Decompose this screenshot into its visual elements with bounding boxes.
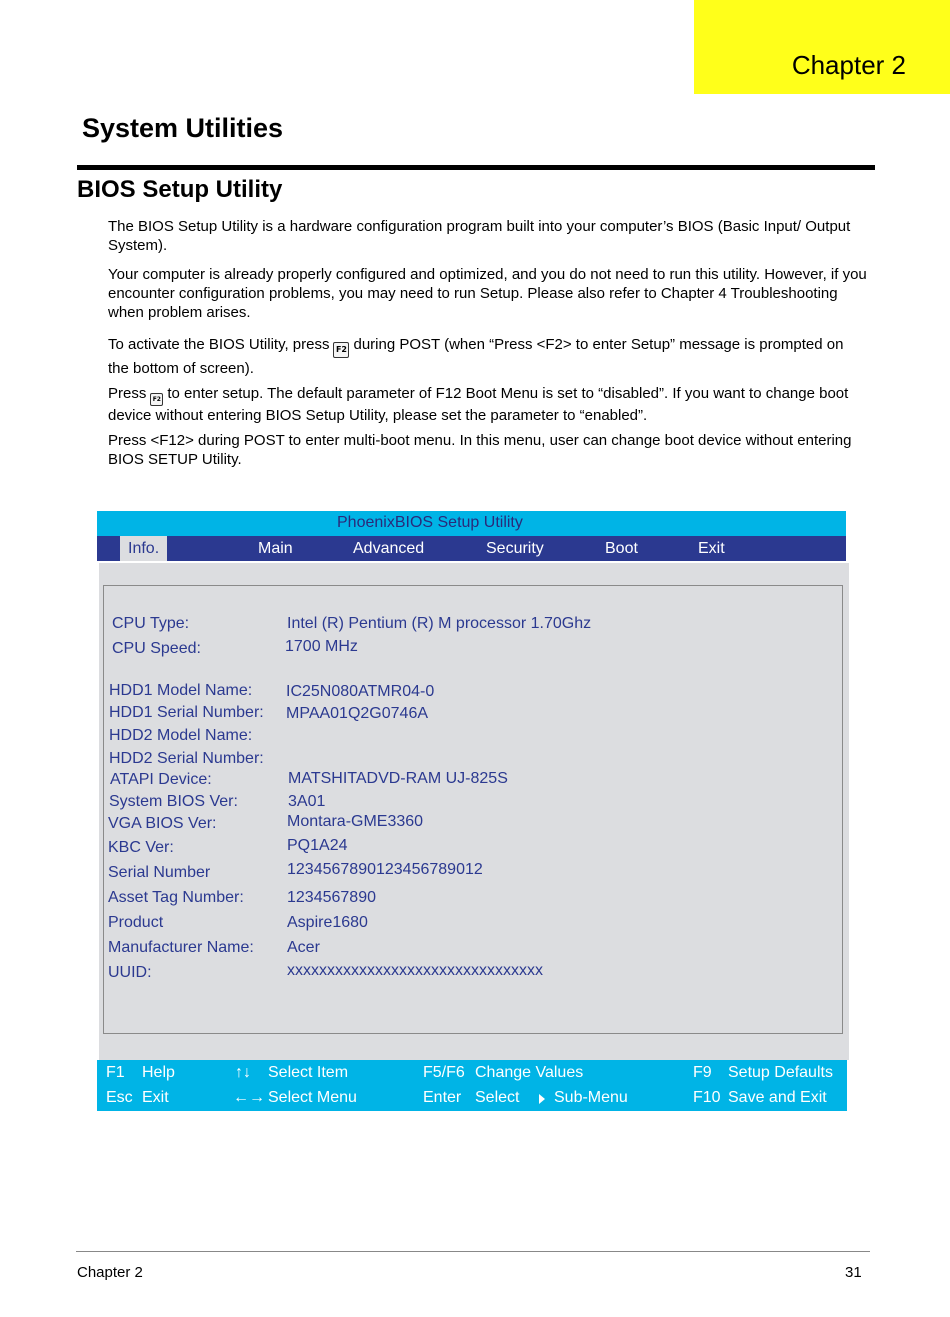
- paragraph-press-start: Press: [108, 385, 147, 402]
- bios-menu-bar: [97, 536, 846, 561]
- esc-key: Esc: [106, 1089, 133, 1106]
- select-menu-text: Select Menu: [268, 1089, 357, 1106]
- info-label: CPU Speed:: [112, 640, 201, 657]
- info-label: Asset Tag Number:: [108, 889, 244, 906]
- bios-key-legend: [97, 1060, 847, 1111]
- info-value: 1234567890: [287, 889, 376, 906]
- left-right-arrows-icon: ←→: [233, 1089, 265, 1106]
- paragraph-activate: [108, 334, 868, 379]
- page-footer-divider: [76, 1251, 870, 1252]
- menu-tab-advanced[interactable]: Advanced: [353, 540, 425, 557]
- menu-tab-main[interactable]: Main: [258, 540, 293, 557]
- paragraph-configured: Your computer is already properly configured and optimized, and you do not need to run this utility. However, if you encounter configuration problems, you may need to run Setup. Please also refer to Chapter 4 Troubleshooting when problem arises.: [108, 266, 867, 321]
- info-label: HDD2 Serial Number:: [109, 750, 264, 767]
- page-number: 31: [845, 1264, 862, 1281]
- info-value: xxxxxxxxxxxxxxxxxxxxxxxxxxxxxxxx: [287, 962, 543, 979]
- sub-menu-text: Sub-Menu: [554, 1089, 628, 1106]
- info-label: System BIOS Ver:: [109, 793, 238, 810]
- page-footer-chapter: Chapter 2: [77, 1264, 143, 1281]
- paragraph-activate-end: during POST (when “Press <F2> to enter Setup” message is prompted on the bottom of screen).: [108, 336, 844, 377]
- enter-key: Enter: [423, 1089, 462, 1106]
- info-value: Aspire1680: [287, 914, 368, 931]
- paragraph-activate-start: To activate the BIOS Utility, press: [108, 336, 330, 353]
- save-and-exit-text: Save and Exit: [728, 1089, 827, 1106]
- info-label: HDD1 Model Name:: [109, 682, 253, 699]
- info-label: ATAPI Device:: [110, 771, 212, 788]
- menu-tab-security[interactable]: Security: [486, 540, 544, 557]
- change-values-text: Change Values: [475, 1064, 584, 1081]
- f5-f6-key: F5/F6: [423, 1064, 465, 1081]
- up-down-arrows-icon: ↑↓: [235, 1064, 251, 1081]
- select-text: Select: [475, 1089, 520, 1106]
- bios-title: PhoenixBIOS Setup Utility: [337, 514, 523, 531]
- chapter-tab-label: Chapter 2: [791, 50, 906, 80]
- paragraph-press-end: to enter setup. The default parameter of F12 Boot Menu is set to “disabled”. If you want to change boot device without entering BIOS Setup Utility, please set the parameter to “enabled”.: [108, 385, 849, 424]
- title-divider: [77, 165, 875, 170]
- menu-tab-boot[interactable]: Boot: [605, 540, 638, 557]
- bios-screen: [97, 511, 847, 1111]
- info-value: 3A01: [288, 793, 326, 810]
- info-value: MATSHITADVD-RAM UJ-825S: [288, 770, 508, 787]
- menu-tab-info[interactable]: Info.: [120, 536, 167, 561]
- setup-defaults-text: Setup Defaults: [728, 1064, 833, 1081]
- info-label: HDD1 Serial Number:: [109, 704, 264, 721]
- info-value: Montara-GME3360: [287, 813, 424, 830]
- menu-tab-exit[interactable]: Exit: [698, 540, 725, 557]
- f2-key-icon: F2: [333, 342, 349, 358]
- info-label: KBC Ver:: [108, 839, 174, 856]
- info-label: Product: [108, 914, 164, 931]
- section-title: BIOS Setup Utility: [77, 176, 283, 203]
- submenu-arrow-icon: [539, 1094, 545, 1104]
- info-panel: [103, 585, 843, 1034]
- bios-header: [97, 511, 846, 536]
- f1-help-text: Help: [142, 1064, 175, 1081]
- info-label: Serial Number: [108, 864, 211, 881]
- info-value: 1700 MHz: [285, 638, 358, 655]
- chapter-tab: [694, 0, 950, 94]
- info-value: MPAA01Q2G0746A: [286, 705, 429, 722]
- bios-body: [99, 563, 849, 1060]
- info-value: PQ1A24: [287, 837, 348, 854]
- f10-key: F10: [693, 1089, 721, 1106]
- info-value: Intel (R) Pentium (R) M processor 1.70Ghz: [287, 615, 592, 632]
- info-value: Acer: [287, 939, 320, 956]
- page-title: System Utilities: [82, 113, 284, 143]
- f9-key: F9: [693, 1064, 712, 1081]
- info-label: VGA BIOS Ver:: [108, 815, 217, 832]
- select-item-text: Select Item: [268, 1064, 349, 1081]
- exit-text: Exit: [142, 1089, 169, 1106]
- paragraph-intro: The BIOS Setup Utility is a hardware configuration program built into your computer’s BIOS (Basic Input/ Output System).: [108, 218, 851, 254]
- paragraph-press-f2: [108, 384, 868, 425]
- info-label: CPU Type:: [112, 615, 190, 632]
- info-value: 1234567890123456789012: [287, 861, 483, 878]
- info-label: Manufacturer Name:: [108, 939, 254, 956]
- f1-key: F1: [106, 1064, 125, 1081]
- f2-key-small-icon: F2: [150, 393, 163, 406]
- info-label: UUID:: [108, 964, 152, 981]
- info-label: HDD2 Model Name:: [109, 727, 253, 744]
- paragraph-f12: Press <F12> during POST to enter multi-boot menu. In this menu, user can change boot device without entering BIOS SETUP Utility.: [108, 432, 852, 468]
- info-value: IC25N080ATMR04-0: [286, 683, 435, 700]
